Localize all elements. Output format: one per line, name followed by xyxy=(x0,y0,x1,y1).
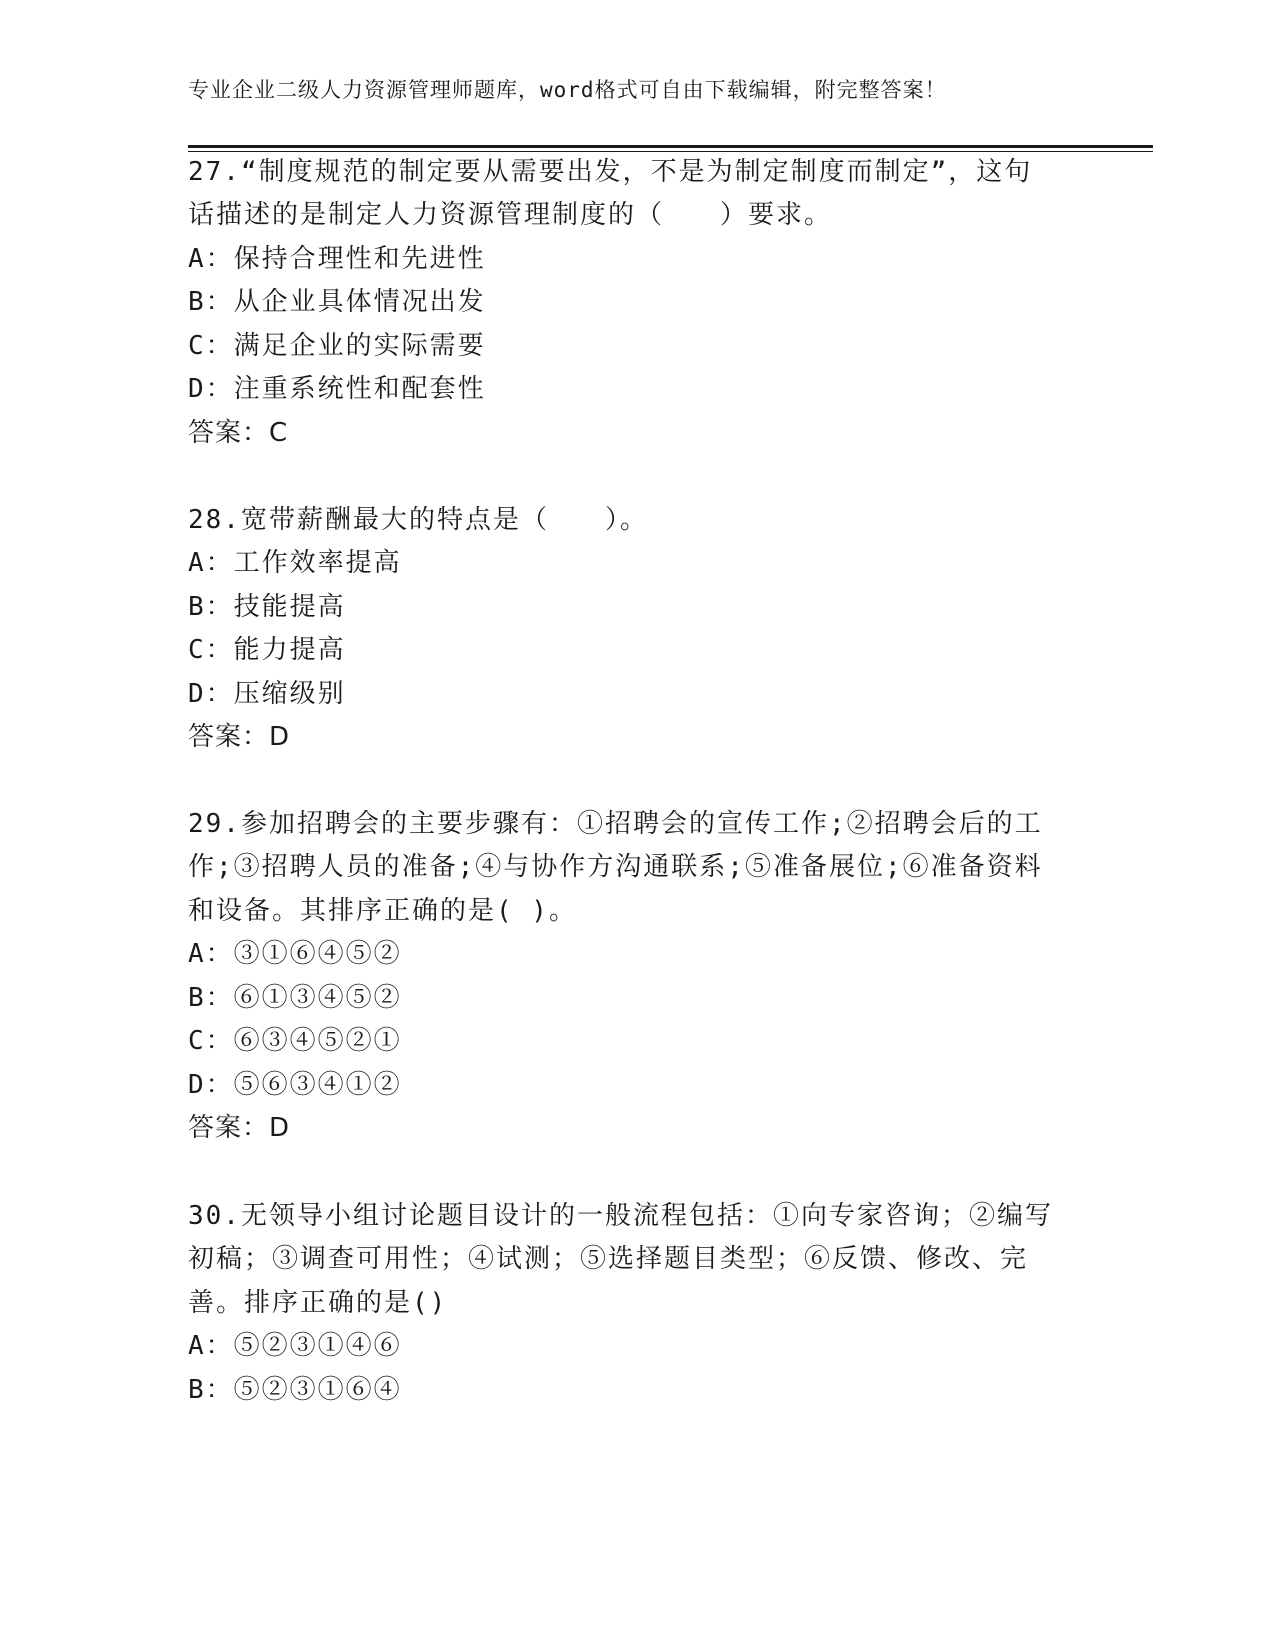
option-b: B：⑤②③①⑥④ xyxy=(188,1375,402,1405)
option-b: B：技能提高 xyxy=(188,592,346,622)
question-stem-line: 27.“制度规范的制定要从需要出发，不是为制定制度而制定”，这句 xyxy=(188,157,1033,187)
question-stem-line: 和设备。其排序正确的是( )。 xyxy=(188,896,577,926)
option-d: D：压缩级别 xyxy=(188,679,346,709)
page-header: 专业企业二级人力资源管理师题库，word格式可自由下载编辑，附完整答案！ xyxy=(188,78,947,102)
option-d: D：⑤⑥③④①② xyxy=(188,1070,402,1100)
question-stem-line: 作;③招聘人员的准备;④与协作方沟通联系;⑤准备展位;⑥准备资料 xyxy=(188,852,1043,882)
option-b: B：从企业具体情况出发 xyxy=(188,287,486,317)
answer-line: 答案：C xyxy=(188,418,289,448)
question-stem-line: 善。排序正确的是() xyxy=(188,1288,448,1318)
option-c: C：满足企业的实际需要 xyxy=(188,331,486,361)
header-rule-thick xyxy=(188,145,1153,148)
question-stem-line: 30.无领导小组讨论题目设计的一般流程包括：①向专家咨询；②编写 xyxy=(188,1201,1053,1231)
option-a: A：⑤②③①④⑥ xyxy=(188,1331,402,1361)
question-stem-line: 29.参加招聘会的主要步骤有：①招聘会的宣传工作;②招聘会后的工 xyxy=(188,809,1043,839)
option-c: C：⑥③④⑤②① xyxy=(188,1026,402,1056)
header-rule-thin xyxy=(188,151,1153,152)
option-a: A：③①⑥④⑤② xyxy=(188,939,402,969)
answer-line: 答案：D xyxy=(188,1113,291,1143)
answer-line: 答案：D xyxy=(188,722,291,752)
question-stem-line: 28.宽带薪酬最大的特点是（ ）。 xyxy=(188,505,648,535)
option-b: B：⑥①③④⑤② xyxy=(188,983,402,1013)
option-d: D：注重系统性和配套性 xyxy=(188,374,486,404)
option-c: C：能力提高 xyxy=(188,635,346,665)
option-a: A：保持合理性和先进性 xyxy=(188,244,486,274)
option-a: A：工作效率提高 xyxy=(188,548,402,578)
question-stem-line: 话描述的是制定人力资源管理制度的（ ）要求。 xyxy=(188,200,833,230)
question-stem-line: 初稿；③调查可用性；④试测；⑤选择题目类型；⑥反馈、修改、完 xyxy=(188,1244,1029,1274)
